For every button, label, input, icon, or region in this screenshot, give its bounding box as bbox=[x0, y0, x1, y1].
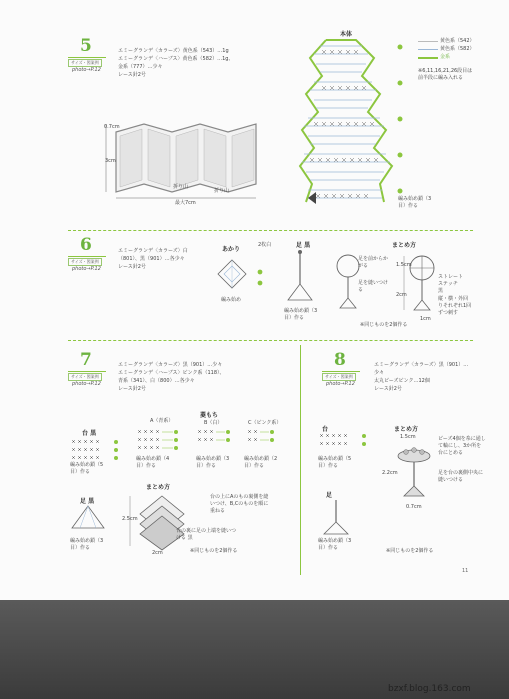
item-6-label-3: ストレートステッチ 黒 bbox=[438, 274, 464, 294]
item-7-size-label: サイズ・図案例 bbox=[68, 373, 102, 381]
item-7-base-title: 台 黒 bbox=[82, 430, 97, 437]
item-7-assemble-note-1: 台の上にAのもの裏側を縫いつけ、B,Cのものを順に重ねる bbox=[210, 494, 269, 514]
item-8-note: ※同じものを2個作る bbox=[386, 548, 434, 554]
item-6-label-2: 足を縫いつける bbox=[358, 280, 389, 293]
page-number: 11 bbox=[462, 568, 469, 574]
item-7-dim-1: 2.5cm bbox=[122, 516, 138, 522]
item-8-material-4: レース針2号 bbox=[374, 386, 402, 392]
item-7-dim-2: 2cm bbox=[152, 550, 163, 556]
item-7-note: ※同じものを2個作る bbox=[190, 548, 238, 554]
item-5-note: ※6,11,16,21,26段目は前半段に編み入れる bbox=[418, 68, 473, 81]
item-8-underline bbox=[322, 371, 360, 372]
item-6-material-3: レース針2号 bbox=[118, 264, 146, 270]
item-6-leg-chart bbox=[280, 248, 320, 308]
item-8-dim-1: 1.5cm bbox=[400, 434, 416, 440]
item-8-leg-title: 足 bbox=[326, 492, 333, 499]
item-8-assembly-diagram bbox=[394, 440, 444, 500]
item-5-legend-swatch-3 bbox=[418, 57, 438, 59]
item-6-material-2: （801）、黒（901）…各少々 bbox=[118, 256, 185, 262]
item-6-underline bbox=[68, 256, 106, 257]
item-5-dim-height: 3cm bbox=[105, 158, 116, 164]
item-5-fold-label-1: 折り山 bbox=[173, 184, 189, 190]
item-8-photo-ref: photo→P.12 bbox=[326, 381, 355, 387]
item-6-label-7: 縦・横・外回りそれぞれ1回ずつ刺す bbox=[438, 296, 472, 316]
item-7-diamond-charts bbox=[136, 426, 296, 458]
item-5-dim-width: 最大7cm bbox=[175, 200, 196, 206]
item-8-assemble-title: まとめ方 bbox=[394, 426, 419, 433]
item-5-photo-ref: photo→P.12 bbox=[72, 67, 101, 73]
item-6-size-label: サイズ・図案例 bbox=[68, 258, 102, 266]
item-6-label-4: 1.5cm bbox=[396, 262, 412, 268]
item-6-part1-color: 2枚白 bbox=[258, 242, 272, 248]
item-8-leg-chart bbox=[316, 498, 356, 538]
item-7-underline bbox=[68, 371, 106, 372]
item-7-sub-b: B（白） bbox=[204, 420, 223, 426]
item-7-base-start: 編み始め鎖（5目）作る bbox=[70, 462, 104, 475]
item-6-number: 6 bbox=[80, 235, 92, 255]
item-6-part2-start: 編み始め鎖（3目）作る bbox=[284, 308, 318, 321]
item-8-size-label: サイズ・図案例 bbox=[322, 373, 356, 381]
item-8-assemble-note-2: 足を台の裏側中央に縫いつける bbox=[438, 470, 484, 483]
item-7-material-2: エミーグランデ〈ハーブス〉ピンク系（118）、 bbox=[118, 370, 225, 376]
item-5-material-4: レース針2号 bbox=[118, 72, 146, 78]
footer-watermark: bzxf.blog.163.com bbox=[388, 684, 471, 694]
item-6-label-1: 足を前からかがる bbox=[358, 256, 389, 269]
item-7-material-4: レース針2号 bbox=[118, 386, 146, 392]
item-6-label-5: 2cm bbox=[396, 292, 407, 298]
item-5-fold-label-2: 折り山 bbox=[214, 188, 230, 194]
item-8-material-3: 太丸ビーズピンク…12個 bbox=[374, 378, 430, 384]
item-7-sub-c: C（ピンク系） bbox=[248, 420, 282, 426]
item-8-leg-start: 編み始め鎖（3目）作る bbox=[318, 538, 352, 551]
item-5-stitch-chart bbox=[296, 38, 406, 208]
divider-5-6 bbox=[68, 230, 473, 231]
item-7-leg-chart bbox=[68, 504, 108, 534]
item-6-part2-title: 足 黒 bbox=[296, 242, 311, 249]
item-7-material-3: 青系（341）、白（800）…各少々 bbox=[118, 378, 195, 384]
item-8-base-start: 編み始め鎖（5目）作る bbox=[318, 456, 352, 469]
item-8-base-title: 台 bbox=[322, 426, 329, 433]
item-8-number: 8 bbox=[334, 350, 346, 370]
divider-7-8 bbox=[300, 345, 301, 575]
item-7-material-1: エミーグランデ〈カラーズ〉黒（901）…少々 bbox=[118, 362, 223, 368]
item-7-number: 7 bbox=[80, 350, 92, 370]
item-5-material-1: エミーグランデ〈カラーズ〉黄色系（543）…1g bbox=[118, 48, 229, 54]
item-8-material-2: 少々 bbox=[374, 370, 385, 376]
item-8-base-chart bbox=[316, 432, 376, 456]
item-6-photo-ref: photo→P.12 bbox=[72, 266, 101, 272]
item-5-dim-small: 0.7cm bbox=[104, 124, 120, 130]
item-6-part3-title: まとめ方 bbox=[392, 242, 417, 249]
item-5-number: 5 bbox=[80, 36, 92, 56]
item-7-leg-title: 足 黒 bbox=[80, 498, 95, 505]
item-8-material-1: エミーグランデ〈カラーズ〉黒（901）… bbox=[374, 362, 469, 368]
item-7-photo-ref: photo→P.12 bbox=[72, 381, 101, 387]
item-5-legend-2: 黄色系（582） bbox=[440, 46, 475, 52]
item-5-legend-1: 黄色系（542） bbox=[440, 38, 475, 44]
item-6-assembly-diagram bbox=[330, 250, 450, 320]
item-8-dim-2: 2.2cm bbox=[382, 470, 398, 476]
item-7-start-c: 編み始め鎖（2目）作る bbox=[244, 456, 278, 469]
item-6-lamp-chart bbox=[216, 258, 266, 298]
item-5-material-2: エミーグランデ〈ハーブス〉黄色系（582）…1g、 bbox=[118, 56, 234, 62]
item-6-part1-title: あかり bbox=[222, 246, 241, 253]
item-5-main-title: 本体 bbox=[340, 31, 353, 38]
item-5-folding-screen-diagram bbox=[104, 118, 264, 208]
item-7-part1-title: 菱もち bbox=[200, 412, 219, 419]
item-5-size-label: サイズ・図案例 bbox=[68, 59, 102, 67]
item-5-legend-3: 金系 bbox=[440, 54, 451, 60]
item-5-underline bbox=[68, 57, 106, 58]
item-8-assemble-note-1: ビーズ4個を糸に通して輪にし、3か所を台にとめる bbox=[438, 436, 486, 456]
item-5-material-3: 金系（777）…少々 bbox=[118, 64, 163, 70]
item-7-start-a: 編み始め鎖（4目）作る bbox=[136, 456, 170, 469]
item-6-part1-start: 編み始め bbox=[221, 297, 242, 303]
item-6-material-1: エミーグランデ〈カラーズ〉白 bbox=[118, 248, 188, 254]
item-8-dim-3: 0.7cm bbox=[406, 504, 422, 510]
divider-6-7 bbox=[68, 340, 473, 341]
item-7-assembly-diagram bbox=[126, 492, 206, 552]
item-7-assemble-note-2: 台の裏に足の上端を縫いつける 黒 bbox=[176, 528, 237, 541]
item-7-sub-a: A（青系） bbox=[150, 418, 174, 424]
item-7-start-b: 編み始め鎖（3目）作る bbox=[196, 456, 230, 469]
item-6-note: ※同じものを2個作る bbox=[360, 322, 408, 328]
item-7-assemble-title: まとめ方 bbox=[146, 484, 171, 491]
item-7-leg-start: 編み始め鎖（3目）作る bbox=[70, 538, 104, 551]
item-6-label-6: 1cm bbox=[420, 316, 431, 322]
item-5-start: 編み始め鎖（3目）作る bbox=[398, 196, 432, 209]
item-5-legend-swatch-2 bbox=[418, 49, 438, 50]
item-5-legend-swatch-1 bbox=[418, 41, 438, 42]
